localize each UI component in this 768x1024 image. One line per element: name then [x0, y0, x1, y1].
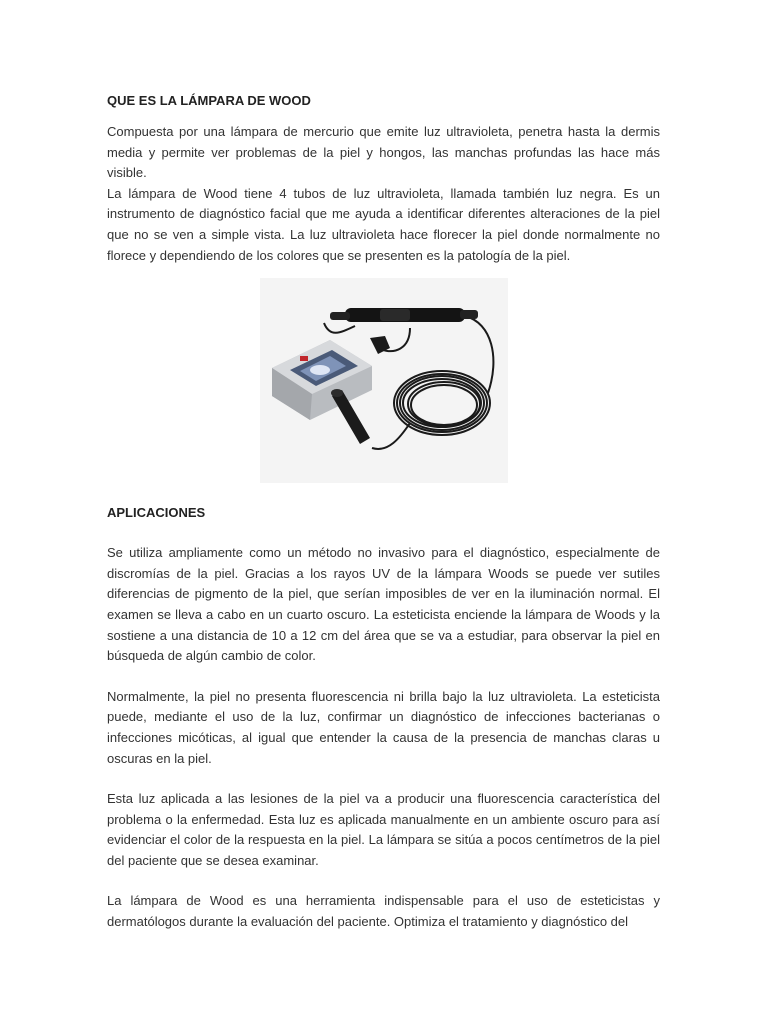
section-title-aplicaciones: APLICACIONES: [107, 505, 206, 521]
apps-paragraph-4: La lámpara de Wood es una herramienta indispensable para el uso de esteticistas y dermatólogos durante la evaluación del paciente. Optimiza el tratamiento y diagnóstico del: [107, 893, 660, 930]
paragraph-gap: [107, 769, 660, 789]
document-page: [107, 92, 660, 933]
wood-lamp-photo-icon: [260, 278, 508, 483]
paragraph-gap: [107, 667, 660, 687]
apps-paragraph-2: Normalmente, la piel no presenta fluorescencia ni brilla bajo la luz ultravioleta. La esteticista puede, mediante el uso de la luz, confirmar un diagnóstico de infecciones bacterianas o infecciones micóticas, al igual que entender la causa de la presencia de manchas claras u oscuras en la piel.: [107, 688, 660, 766]
intro-paragraph-1: Compuesta por una lámpara de mercurio que emite luz ultravioleta, penetra hasta la dermis media y permite ver problemas de la piel y hongos, las manchas profundas las hace más visible.: [107, 124, 660, 181]
wood-lamp-image: [260, 278, 508, 483]
apps-paragraph-1: Se utiliza ampliamente como un método no invasivo para el diagnóstico, especialmente de discromías de la piel. Gracias a los rayos UV de la lámpara Woods se puede ver sutiles diferencias de pigmento de la piel, que serían imposibles de ver en la iluminación normal. El examen se lleva a cabo en un cuarto oscuro. La esteticista enciende la lámpara de Woods y la sostiene a una distancia de 10 a 12 cm del área que se va a estudiar, para observar la piel en búsqueda de algún cambio de color.: [107, 545, 660, 664]
apps-paragraph-3: Esta luz aplicada a las lesiones de la piel va a producir una fluorescencia característica del problema o la enfermedad. Esta luz es aplicada manualmente en un ambiente oscuro para así evidenciar el color de la respuesta en la piel. La lámpara se sitúa a pocos centímetros de la piel del paciente que se desea examinar.: [107, 791, 660, 868]
intro-paragraph-2: La lámpara de Wood tiene 4 tubos de luz ultravioleta, llamada también luz negra. Es un instrumento de diagnóstico facial que me ayuda a identificar diferentes alteraciones de la piel que no se ven a simple vista. La luz ultravioleta hace florecer la piel donde normalmente no florece y dependiendo de los colores que se presenten es la patología de la piel.: [107, 185, 660, 263]
paragraph-gap: [107, 871, 660, 891]
section-title-wood-lamp: QUE ES LA LÁMPARA DE WOOD: [107, 93, 311, 108]
